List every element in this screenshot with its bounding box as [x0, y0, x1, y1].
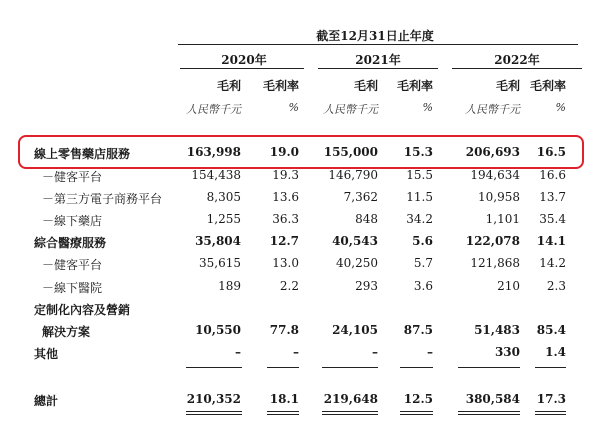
- col-margin-2022: 毛利率: [529, 79, 566, 93]
- cell: –: [293, 345, 299, 359]
- cell: 210,352: [186, 392, 241, 406]
- cell: 51,483: [474, 323, 520, 337]
- cell: 5.7: [413, 256, 433, 270]
- table-row: [0, 212, 609, 232]
- col-margin-2020: 毛利率: [262, 79, 299, 93]
- cell: 87.5: [403, 323, 433, 337]
- cell: 18.1: [269, 392, 299, 406]
- cell: 219,648: [323, 392, 378, 406]
- cell: 154,438: [191, 168, 241, 182]
- cell: 163,998: [186, 145, 241, 159]
- cell: –: [427, 345, 433, 359]
- cell: 35,804: [195, 234, 241, 248]
- cell: 206,693: [465, 145, 520, 159]
- cell: 36.3: [272, 212, 299, 226]
- cell: –: [372, 345, 378, 359]
- total-double-line: [267, 411, 299, 415]
- cell: 380,584: [465, 392, 520, 406]
- year-2022-underline: [452, 68, 582, 69]
- row-label: 線上零售藥店服務: [34, 147, 131, 161]
- cell: 77.8: [269, 323, 299, 337]
- cell: 14.1: [536, 234, 566, 248]
- row-label: 其他: [34, 347, 59, 361]
- total-double-line: [186, 411, 242, 415]
- subtotal-line: [186, 367, 242, 368]
- total-row: [0, 392, 609, 412]
- cell: 121,868: [470, 256, 520, 270]
- cell: 122,078: [465, 234, 520, 248]
- cell: 194,634: [470, 168, 520, 182]
- unit-margin-2022: %: [555, 101, 566, 114]
- table-row: [0, 190, 609, 210]
- cell: 16.6: [539, 168, 566, 182]
- year-2020-underline: [180, 68, 304, 69]
- total-double-line: [322, 411, 378, 415]
- cell: 10,958: [478, 190, 520, 204]
- cell: 19.3: [272, 168, 299, 182]
- cell: 13.0: [272, 256, 299, 270]
- period-underline: [178, 44, 578, 45]
- cell: 15.5: [406, 168, 433, 182]
- row-label: 定制化內容及營銷: [34, 303, 131, 317]
- cell: 40,543: [332, 234, 378, 248]
- subtotal-line: [535, 367, 566, 368]
- cell: 12.7: [269, 234, 299, 248]
- cell: 7,362: [343, 190, 378, 204]
- table-row: [0, 323, 609, 343]
- cell: 1,101: [485, 212, 520, 226]
- table-row: [0, 234, 609, 254]
- row-label: 綜合醫療服務: [34, 236, 107, 250]
- row-label: －線下醫院: [42, 281, 103, 295]
- cell: 85.4: [536, 323, 566, 337]
- cell: 1.4: [545, 345, 566, 359]
- cell: 2.3: [546, 279, 566, 293]
- cell: 10,550: [195, 323, 241, 337]
- cell: 189: [218, 279, 241, 293]
- cell: 848: [355, 212, 378, 226]
- cell: 8,305: [206, 190, 241, 204]
- cell: 330: [494, 345, 520, 359]
- col-margin-2021: 毛利率: [396, 79, 433, 93]
- cell: 16.5: [536, 145, 566, 159]
- col-gp-2020: 毛利: [216, 79, 241, 93]
- cell: 146,790: [328, 168, 378, 182]
- unit-margin-2020: %: [288, 101, 299, 114]
- year-2020: 2020年: [221, 53, 267, 67]
- cell: 5.6: [412, 234, 433, 248]
- cell: 3.6: [413, 279, 433, 293]
- row-label: －第三方電子商務平台: [42, 192, 163, 206]
- table-row: [0, 345, 609, 365]
- table-row: [0, 279, 609, 299]
- total-label: 總計: [34, 394, 59, 408]
- cell: 11.5: [406, 190, 433, 204]
- cell: 35.4: [539, 212, 566, 226]
- unit-gp-2020: 人民幣千元: [186, 103, 241, 116]
- row-label: 解決方案: [42, 325, 91, 339]
- subtotal-line: [267, 367, 299, 368]
- cell: 35,615: [199, 256, 241, 270]
- cell: 17.3: [536, 392, 566, 406]
- unit-margin-2021: %: [422, 101, 433, 114]
- year-2021: 2021年: [355, 53, 401, 67]
- cell: 14.2: [539, 256, 566, 270]
- row-label: －線下藥店: [42, 214, 103, 228]
- total-double-line: [458, 411, 520, 415]
- cell: 293: [355, 279, 378, 293]
- cell: 2.2: [279, 279, 299, 293]
- row-label: －健客平台: [42, 170, 103, 184]
- cell: 13.6: [272, 190, 299, 204]
- period-header: 截至12月31日止年度: [316, 29, 434, 43]
- subtotal-line: [322, 367, 378, 368]
- cell: 15.3: [403, 145, 433, 159]
- cell: 1,255: [206, 212, 241, 226]
- year-2021-underline: [318, 68, 438, 69]
- table-row: [0, 301, 609, 321]
- subtotal-line: [458, 367, 520, 368]
- cell: 24,105: [332, 323, 378, 337]
- total-double-line: [535, 411, 566, 415]
- subtotal-line: [400, 367, 433, 368]
- total-double-line: [400, 411, 433, 415]
- cell: 40,250: [336, 256, 378, 270]
- unit-gp-2021: 人民幣千元: [323, 103, 378, 116]
- col-gp-2021: 毛利: [353, 79, 378, 93]
- table-row: [0, 168, 609, 188]
- col-gp-2022: 毛利: [495, 79, 520, 93]
- table-row: [0, 145, 609, 165]
- cell: 210: [497, 279, 520, 293]
- table-row: [0, 256, 609, 276]
- cell: –: [235, 345, 241, 359]
- cell: 19.0: [269, 145, 299, 159]
- unit-gp-2022: 人民幣千元: [465, 103, 520, 116]
- cell: 12.5: [403, 392, 433, 406]
- row-label: －健客平台: [42, 258, 103, 272]
- cell: 155,000: [323, 145, 378, 159]
- cell: 34.2: [406, 212, 433, 226]
- cell: 13.7: [539, 190, 566, 204]
- year-2022: 2022年: [494, 53, 540, 67]
